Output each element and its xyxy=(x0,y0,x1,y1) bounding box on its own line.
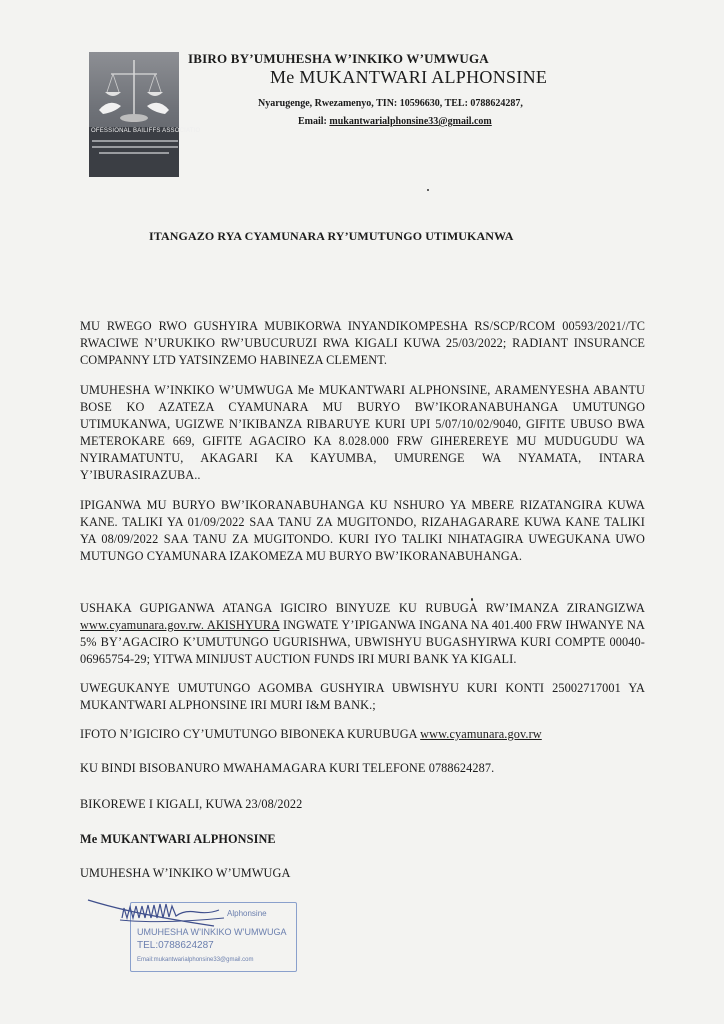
stamp-role: UMUHESHA W’INKIKO W’UMWUGA xyxy=(137,927,287,937)
bidding-text-end: INGWATE Y’IPIGANWA INGANA NA 401.400 FRW IHWANYE NA 5% BY’AGACIRO K’UMUTUNGO UGURISHWA, UBWISHYU BUGASHYIRWA KURI COMPTE 00040-06965754-29; YITWA MINIJUST AUCTION FUNDS IRI MURI BANK YA KIGALI. xyxy=(80,618,646,666)
stamp-name-fragment: Alphonsine xyxy=(227,909,267,918)
email-line xyxy=(298,116,492,127)
logo-subtext-line xyxy=(92,146,178,148)
logo-subtext-line xyxy=(92,140,178,142)
bidding-text-start: USHAKA GUPIGANWA ATANGA IGICIRO BINYUZE KU RUBUGA RW’IMANZA ZIRANGIZWA xyxy=(80,601,645,615)
logo-subtext-line xyxy=(99,152,169,154)
office-heading: IBIRO BY’UMUHESHA W’INKIKO W’UMWUGA xyxy=(188,51,489,66)
paragraph-bidding-instructions xyxy=(80,600,645,668)
logo-caption: OFESSIONAL BAILIFFS ASSOCIATIO xyxy=(91,128,201,134)
paragraph-place-date: BIKOREWE I KIGALI, KUWA 23/08/2022 xyxy=(80,797,303,811)
paragraph-auction-dates: IPIGANWA MU BURYO BW’IKORANABUHANGA KU NSHURO YA MBERE RIZATANGIRA KUWA KANE. TALIKI YA 01/09/2022 SAA TANU ZA MUGITONDO, RIZAHAGARARE KUWA KANE TALIKI YA 08/09/2022 SAA TANU ZA MUGITONDO. KURI IYO TALIKI NIHATAGIRA UWEGUKANA UWO MUTUNGO CYAMUNARA IZAKOMEZA MU BURYO BW’IKORANABUHANGA. xyxy=(80,498,645,563)
paragraph-payment-account: UWEGUKANYE UMUTUNGO AGOMBA GUSHYIRA UBWISHYU KURI KONTI 25002717001 YA MUKANTWARI ALPHONSINE IRI MURI I&M BANK.; xyxy=(80,681,645,712)
paragraph-court-ruling: MU RWEGO RWO GUSHYIRA MUBIKORWA INYANDIKOMPESHA RS/SCP/RCOM 00593/2021//TC RWACIWE N’URUKIKO RW’UBUCURUZI RWA KIGALI KUWA 25/03/2022; RADIANT INSURANCE COMPANNY LTD YATSINZEMO HABINEZA CLEMENT. xyxy=(80,319,645,367)
address-line: Nyarugenge, Rwezamenyo, TIN: 10596630, TEL: 0788624287, xyxy=(258,98,523,109)
stamp-email: Email:mukantwarialphonsine33@gmail.com xyxy=(137,957,254,963)
bailiff-name-heading: Me MUKANTWARI ALPHONSINE xyxy=(270,67,548,87)
email-link[interactable]: mukantwarialphonsine33@gmail.com xyxy=(329,116,492,127)
cyamunara-link[interactable]: www.cyamunara.gov.rw. AKISHYURA xyxy=(80,618,280,632)
handwritten-signature xyxy=(84,888,284,938)
paragraph-contact-phone: KU BINDI BISOBANURO MWAHAMAGARA KURI TELEFONE 0788624287. xyxy=(80,761,495,775)
stamp-phone: TEL:0788624287 xyxy=(137,940,214,951)
email-label: Email: xyxy=(298,116,327,127)
photo-info-text: IFOTO N’IGICIRO CY’UMUTUNGO BIBONEKA KURUBUGA xyxy=(80,727,421,741)
paragraph-property-details: UMUHESHA W’INKIKO W’UMWUGA Me MUKANTWARI ALPHONSINE, ARAMENYESHA ABANTU BOSE KO AZATEZA CYAMUNARA MU BURYO BW’IKORANABUHANGA UMUTUNGO UTIMUKANWA, UGIZWE N’IKIBANZA RIBARUYE KURI UPI 5/07/10/02/9040, GIFITE UBUSO BWA METEROKARE 669, GIFITE AGACIRO KA 8.028.000 FRW GIHEREREYE MU MUDUGUDU WA NYIRAMATUNTU, AKAGARI KA KAYUMBA, UMURENGE WA NYAMATA, INTARA Y’IBURASIRAZUBA.. xyxy=(80,383,645,482)
notice-title: ITANGAZO RYA CYAMUNARA RY’UMUTUNGO UTIMUKANWA xyxy=(149,229,514,243)
signoff-name: Me MUKANTWARI ALPHONSINE xyxy=(80,832,276,846)
association-logo xyxy=(89,52,201,177)
scales-of-justice-icon xyxy=(89,52,179,132)
paragraph-photo-info xyxy=(80,727,542,742)
signoff-role: UMUHESHA W’INKIKO W’UMWUGA xyxy=(80,866,291,880)
speck xyxy=(427,189,429,191)
cyamunara-website-link[interactable]: www.cyamunara.gov.rw xyxy=(420,727,542,741)
